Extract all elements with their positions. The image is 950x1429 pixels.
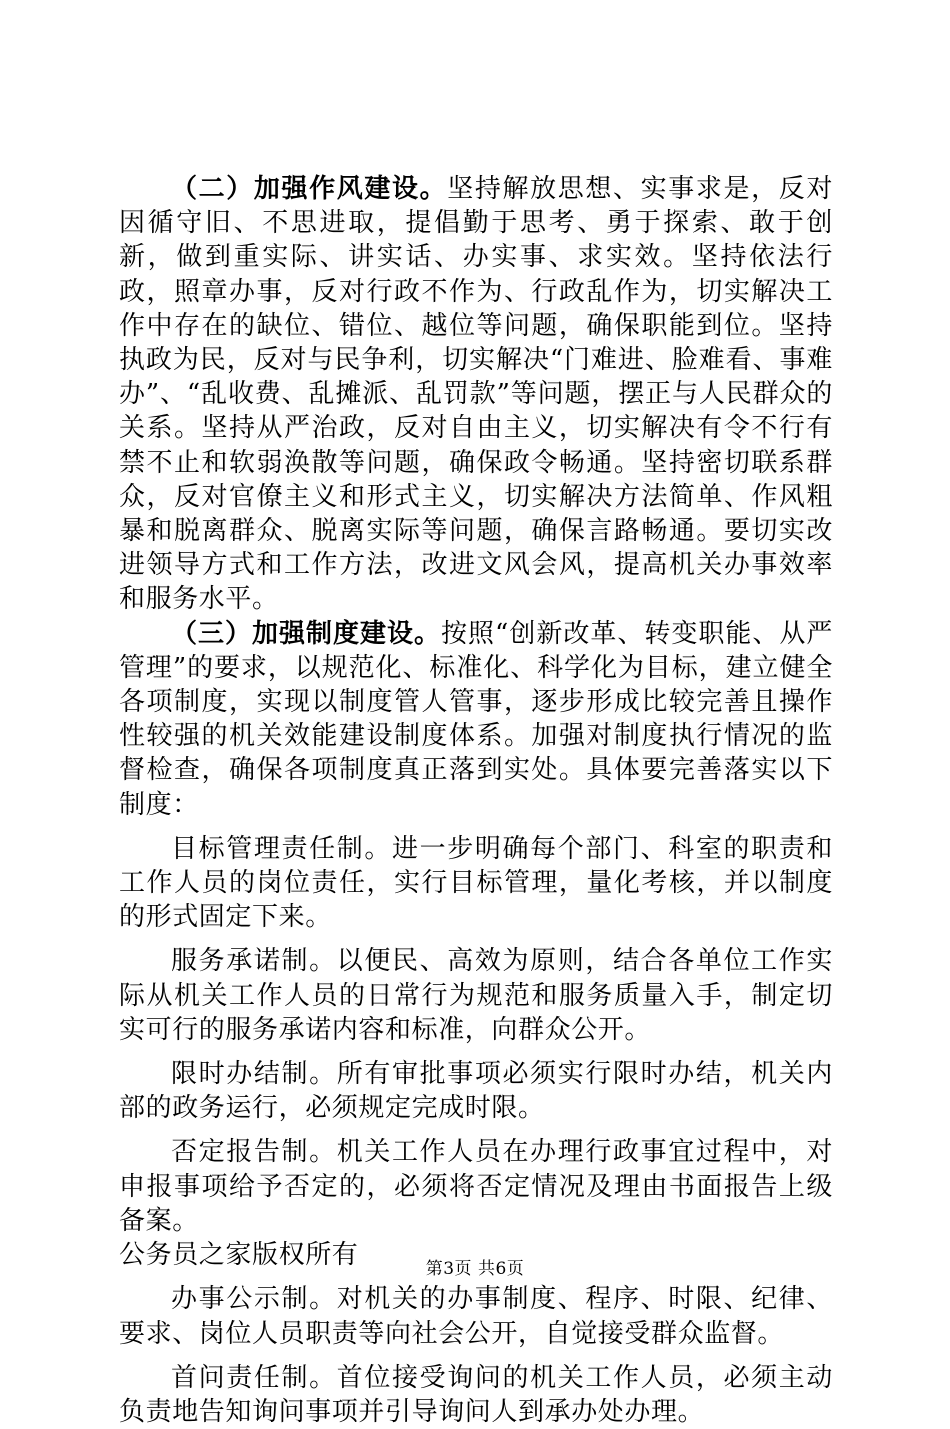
section-body-3: 按照“创新改革、转变职能、从严管理”的要求，以规范化、标准化、科学化为目标，建立健全各项制度，实现以制度管人管事，逐步形成比较完善且操作性较强的机关效能建设制度体系。加强对制度执行情况的监督检查，确保各项制度真正落到实处。具体要完善落实以下制度：: [119, 618, 833, 820]
paragraph-first-inquiry: 首问责任制。首位接受询问的机关工作人员，必须主动负责地告知询问事项并引导询问人到承办处办理。: [119, 1362, 833, 1427]
section-paragraph-3: [119, 617, 833, 822]
page-number-footer: 第3页 共6页: [425, 1259, 525, 1279]
document-body: [119, 172, 833, 1429]
paragraph-negative-report: 否定报告制。机关工作人员在办理行政事宜过程中，对申报事项给予否定的，必须将否定情况及理由书面报告上级备案。: [119, 1137, 833, 1236]
copyright-line: 公务员之家版权所有: [119, 1240, 359, 1271]
section-paragraph-2: [119, 172, 833, 617]
section-heading-2: （二）加强作风建设。: [171, 174, 448, 204]
section-heading-3: （三）加强制度建设。: [171, 618, 442, 649]
paragraph-target-management: 目标管理责任制。进一步明确每个部门、科室的职责和工作人员的岗位责任，实行目标管理，量化考核，并以制度的形式固定下来。: [119, 833, 833, 933]
paragraph-service-commitment: 服务承诺制。以便民、高效为原则，结合各单位工作实际从机关工作人员的日常行为规范和服务质量入手，制定切实可行的服务承诺内容和标准，向群众公开。: [119, 946, 833, 1045]
section-body-2: 坚持解放思想、实事求是，反对因循守旧、不思进取，提倡勤于思考、勇于探索、敢于创新，做到重实际、讲实话、办实事、求实效。坚持依法行政，照章办事，反对行政不作为、行政乱作为，切实解决工作中存在的缺位、错位、越位等问题，确保职能到位。坚持执政为民，反对与民争利，切实解决“门难进、脸难看、事难办”、“乱收费、乱摊派、乱罚款”等问题，摆正与人民群众的关系。坚持从严治政，反对自由主义，切实解决有令不行有禁不止和软弱涣散等问题，确保政令畅通。坚持密切联系群众，反对官僚主义和形式主义，切实解决方法简单、作风粗暴和脱离群众、脱离实际等问题，确保言路畅通。要切实改进领导方式和工作方法，改进文风会风，提高机关办事效率和服务水平。: [119, 174, 833, 615]
paragraph-public-notice: 办事公示制。对机关的办事制度、程序、时限、纪律、要求、岗位人员职责等向社会公开，自觉接受群众监督。: [119, 1284, 833, 1349]
paragraph-time-limit: 限时办结制。所有审批事项必须实行限时办结，机关内部的政务运行，必须规定完成时限。: [119, 1059, 833, 1124]
